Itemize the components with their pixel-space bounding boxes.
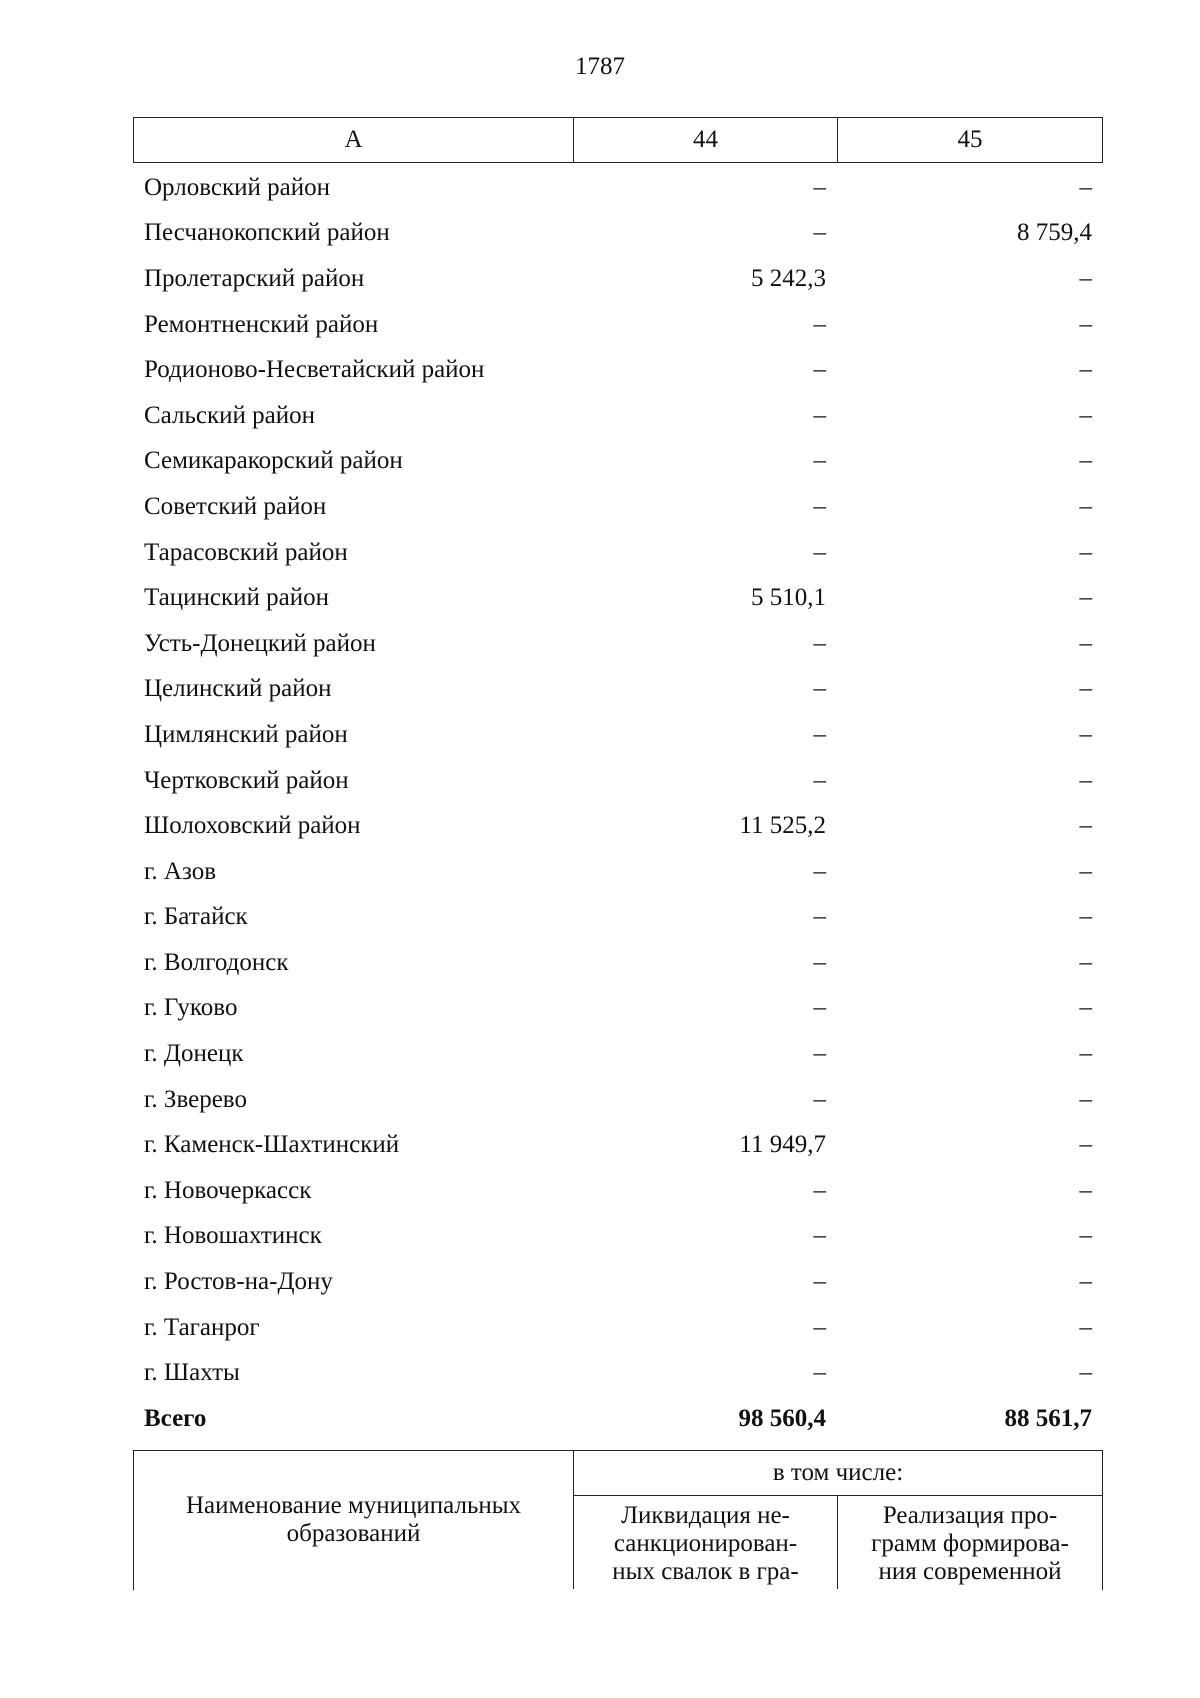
value-44: – [813, 447, 826, 475]
column-header-44: 44 [574, 118, 838, 162]
value-44: – [813, 310, 826, 338]
value-45: – [1079, 857, 1092, 885]
total-label: Всего [144, 1404, 207, 1432]
municipality-name: г. Зверево [144, 1085, 247, 1113]
table-row [133, 484, 1103, 530]
table-row [133, 1214, 1103, 1260]
table-row [133, 1168, 1103, 1214]
value-44: – [813, 1313, 826, 1341]
value-45: – [1079, 356, 1092, 384]
table-row [133, 211, 1103, 257]
value-44: – [813, 948, 826, 976]
value-45: – [1079, 538, 1092, 566]
total-row [133, 1396, 1103, 1442]
value-45: – [1079, 1176, 1092, 1204]
municipality-name: Родионово-Несветайский район [144, 356, 485, 384]
group-header: в том числе: [574, 1451, 1102, 1496]
municipality-name: г. Азов [144, 857, 217, 885]
value-45: – [1079, 173, 1092, 201]
value-45: – [1079, 310, 1092, 338]
value-44: – [813, 173, 826, 201]
page-number: 1787 [575, 53, 625, 80]
table-row [133, 347, 1103, 393]
municipality-name: Ремонтненский район [144, 310, 379, 338]
municipality-header-line: образований [286, 1520, 421, 1547]
value-44: 5 510,1 [751, 584, 826, 612]
table-row [133, 667, 1103, 713]
value-45: 8 759,4 [1017, 219, 1092, 247]
value-45: – [1079, 629, 1092, 657]
table-row [133, 1077, 1103, 1123]
column-header-a: А [134, 118, 574, 162]
municipality-column-header [134, 1451, 574, 1589]
value-44: – [813, 1040, 826, 1068]
municipality-name: Цимлянский район [144, 720, 348, 748]
subcolumn-header-line: ния современной [878, 1558, 1062, 1585]
table-row [133, 1305, 1103, 1351]
table-row [133, 439, 1103, 485]
table-row [133, 393, 1103, 439]
subcolumn-header-line: ных свалок в гра- [612, 1558, 799, 1585]
value-45: – [1079, 766, 1092, 794]
data-table [133, 165, 1103, 1442]
value-45: – [1079, 1222, 1092, 1250]
table-row [133, 621, 1103, 667]
table-row [133, 302, 1103, 348]
value-45: – [1079, 1131, 1092, 1159]
value-44: – [813, 538, 826, 566]
value-45: – [1079, 401, 1092, 429]
value-44: – [813, 1268, 826, 1296]
municipality-name: Сальский район [144, 401, 315, 429]
value-45: – [1079, 1085, 1092, 1113]
subcolumn-header-line: Ликвидация не- [621, 1502, 790, 1529]
municipality-header-line: Наименование муниципальных [185, 1492, 522, 1519]
value-45: – [1079, 812, 1092, 840]
value-45: – [1079, 264, 1092, 292]
municipality-name: Чертковский район [144, 766, 349, 794]
value-44: – [813, 720, 826, 748]
value-44: – [813, 401, 826, 429]
column-header-row [133, 117, 1103, 163]
value-45: – [1079, 1268, 1092, 1296]
subcolumn-header-line: грамм формирова- [871, 1530, 1069, 1557]
value-45: – [1079, 584, 1092, 612]
table-row [133, 1122, 1103, 1168]
table-row [133, 530, 1103, 576]
value-45: – [1079, 720, 1092, 748]
value-45: – [1079, 1313, 1092, 1341]
value-44: – [813, 492, 826, 520]
municipality-name: Целинский район [144, 675, 332, 703]
value-44: 11 949,7 [739, 1131, 826, 1159]
municipality-name: г. Новошахтинск [144, 1222, 322, 1250]
value-44: – [813, 356, 826, 384]
subcolumn-header-line: санкционирован- [613, 1530, 798, 1557]
table-row [133, 758, 1103, 804]
municipality-name: Семикаракорский район [144, 447, 403, 475]
table-row [133, 1350, 1103, 1396]
municipality-name: г. Таганрог [144, 1313, 260, 1341]
municipality-name: г. Новочеркасск [144, 1176, 312, 1204]
table-row [133, 940, 1103, 986]
municipality-name: Шолоховский район [144, 812, 361, 840]
value-45: – [1079, 447, 1092, 475]
column-header-45: 45 [957, 126, 983, 153]
value-45: – [1079, 492, 1092, 520]
municipality-name: г. Волгодонск [144, 948, 289, 976]
municipality-name: Орловский район [144, 173, 330, 201]
municipality-name: Песчанокопский район [144, 219, 390, 247]
value-44: – [813, 1222, 826, 1250]
value-44: – [813, 629, 826, 657]
subcolumn-header-1 [574, 1496, 838, 1589]
municipality-name: г. Донецк [144, 1040, 244, 1068]
total-value-45: 88 561,7 [1004, 1404, 1092, 1432]
total-value-44: 98 560,4 [738, 1404, 826, 1432]
table-row [133, 575, 1103, 621]
municipality-name: Усть-Донецкий район [144, 629, 376, 657]
table-row [133, 849, 1103, 895]
value-44: 5 242,3 [751, 264, 826, 292]
value-45: – [1079, 948, 1092, 976]
value-44: – [813, 994, 826, 1022]
value-44: – [813, 857, 826, 885]
subcolumn-header-2 [838, 1496, 1102, 1589]
next-table-header [133, 1450, 1103, 1590]
municipality-name: г. Ростов-на-Дону [144, 1268, 333, 1296]
value-44: – [813, 1085, 826, 1113]
value-45: – [1079, 675, 1092, 703]
value-44: 11 525,2 [739, 812, 826, 840]
table-row [133, 712, 1103, 758]
value-44: – [813, 766, 826, 794]
municipality-name: Тарасовский район [144, 538, 348, 566]
subcolumn-header-line: Реализация про- [882, 1502, 1058, 1529]
municipality-name: Тацинский район [144, 584, 329, 612]
municipality-name: г. Каменск-Шахтинский [144, 1131, 400, 1159]
value-44: – [813, 219, 826, 247]
table-row [133, 165, 1103, 211]
value-44: – [813, 675, 826, 703]
value-45: – [1079, 1359, 1092, 1387]
municipality-name: г. Шахты [144, 1359, 240, 1387]
value-45: – [1079, 994, 1092, 1022]
value-44: – [813, 1359, 826, 1387]
value-44: – [813, 1176, 826, 1204]
municipality-name: г. Гуково [144, 994, 238, 1022]
value-44: – [813, 903, 826, 931]
table-row [133, 895, 1103, 941]
table-row [133, 256, 1103, 302]
table-row [133, 803, 1103, 849]
municipality-name: Пролетарский район [144, 264, 365, 292]
table-row [133, 986, 1103, 1032]
table-row [133, 1259, 1103, 1305]
value-45: – [1079, 1040, 1092, 1068]
table-row [133, 1031, 1103, 1077]
municipality-name: Советский район [144, 492, 327, 520]
value-45: – [1079, 903, 1092, 931]
municipality-name: г. Батайск [144, 903, 248, 931]
